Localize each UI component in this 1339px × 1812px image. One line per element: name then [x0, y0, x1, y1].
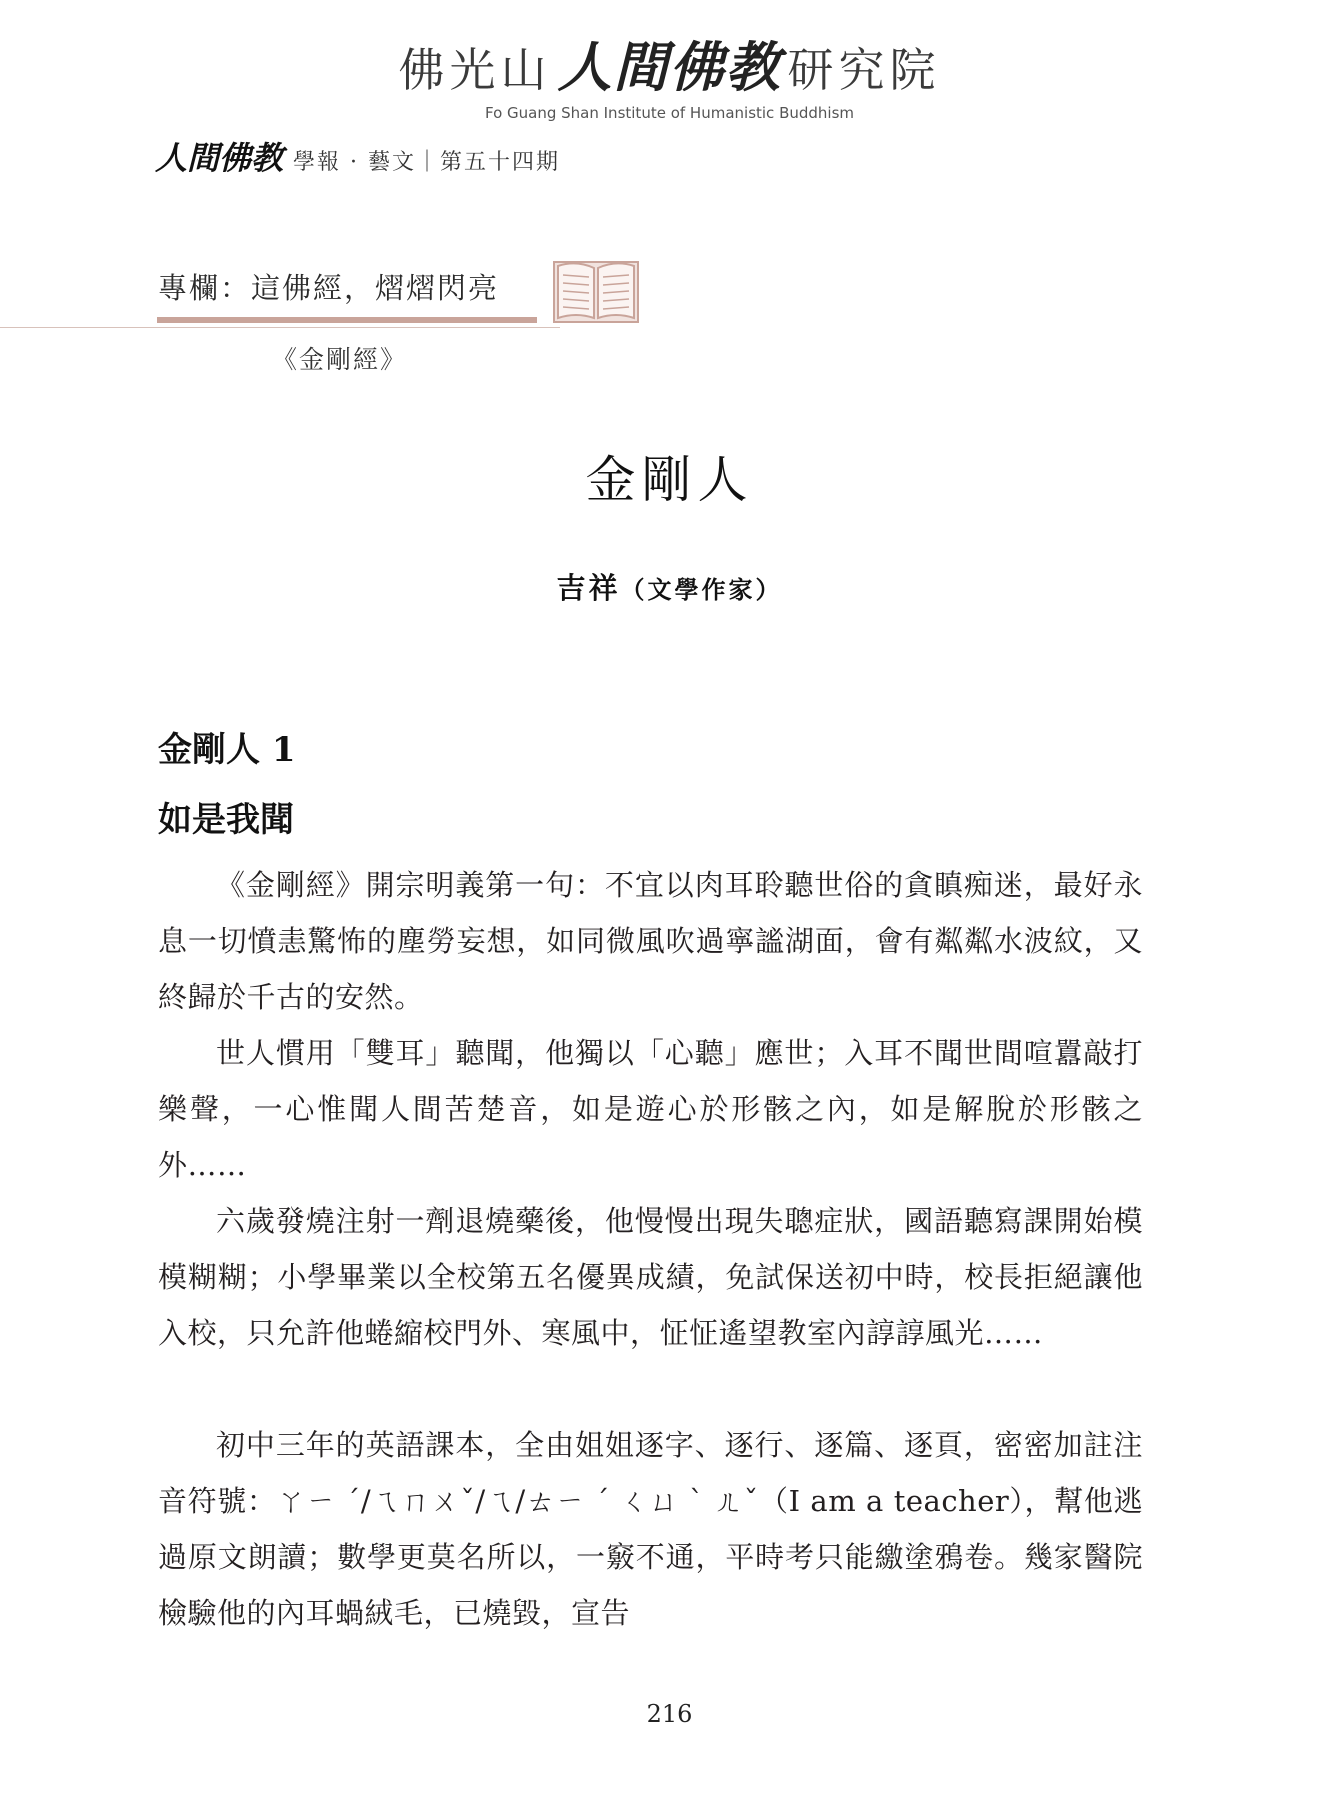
- journal-header: [155, 140, 560, 182]
- page-number: 216: [646, 1700, 693, 1728]
- institute-title: [0, 38, 1339, 100]
- body-paragraph-3: 六歲發燒注射一劑退燒藥後，他慢慢出現失聰症狀，國語聽寫課開始模模糊糊；小學畢業以全校第五名優異成績，免試保送初中時，校長拒絕讓他入校，只允許他蜷縮校門外、寒風中，怔怔遙望教室內諄諄風光……: [158, 1204, 1143, 1350]
- body-paragraph-1: 《金剛經》開宗明義第一句：不宜以肉耳聆聽世俗的貪瞋痴迷，最好永息一切憤恚驚怖的塵勞妄想，如同微風吹過寧謐湖面，會有粼粼水波紋，又終歸於千古的安然。: [158, 868, 1143, 1014]
- column-underline: [157, 317, 537, 323]
- author-note: （文學作家）: [620, 575, 783, 604]
- sutra-name: 《金剛經》: [272, 345, 408, 374]
- body-paragraph-2: 世人慣用「雙耳」聽聞，他獨以「心聽」應世；入耳不聞世間喧囂敲打樂聲，一心惟聞人間苦楚音，如是遊心於形骸之內，如是解脫於形骸之外……: [158, 1036, 1143, 1182]
- author-name: 吉祥: [556, 571, 621, 605]
- article-author: [0, 566, 1339, 607]
- open-book-icon: [552, 258, 640, 324]
- header-divider: [0, 327, 560, 328]
- institute-title-right: 研究院: [787, 43, 941, 97]
- institute-english-name: Fo Guang Shan Institute of Humanistic Buddhism: [484, 104, 855, 122]
- institute-title-left: 佛光山: [398, 43, 552, 97]
- article-title: 金剛人: [585, 451, 754, 509]
- body-paragraph-4: 初中三年的英語課本，全由姐姐逐字、逐行、逐篇、逐頁，密密加註注音符號：ㄚㄧ ˊ/ㄟㄇㄨˇ/ㄟ/ㄊㄧ ˊ ㄑㄩ ˋ ㄦˇ（I am a teacher），幫他逃過原文朗讀；數學更莫名所以，一竅不通，平時考只能繳塗鴉卷。幾家醫院檢驗他的內耳蝸絨毛，已燒毀，宣告: [158, 1428, 1143, 1630]
- section-subheading: 如是我聞: [158, 800, 294, 840]
- column-label: 專欄：這佛經，熠熠閃亮: [158, 271, 500, 305]
- journal-logo: 人間佛教: [155, 139, 284, 177]
- institute-logo-calligraphy: 人間佛教: [557, 36, 782, 99]
- section-heading: 金剛人 1: [158, 730, 296, 770]
- journal-info: 學報 · 藝文｜第五十四期: [293, 150, 560, 175]
